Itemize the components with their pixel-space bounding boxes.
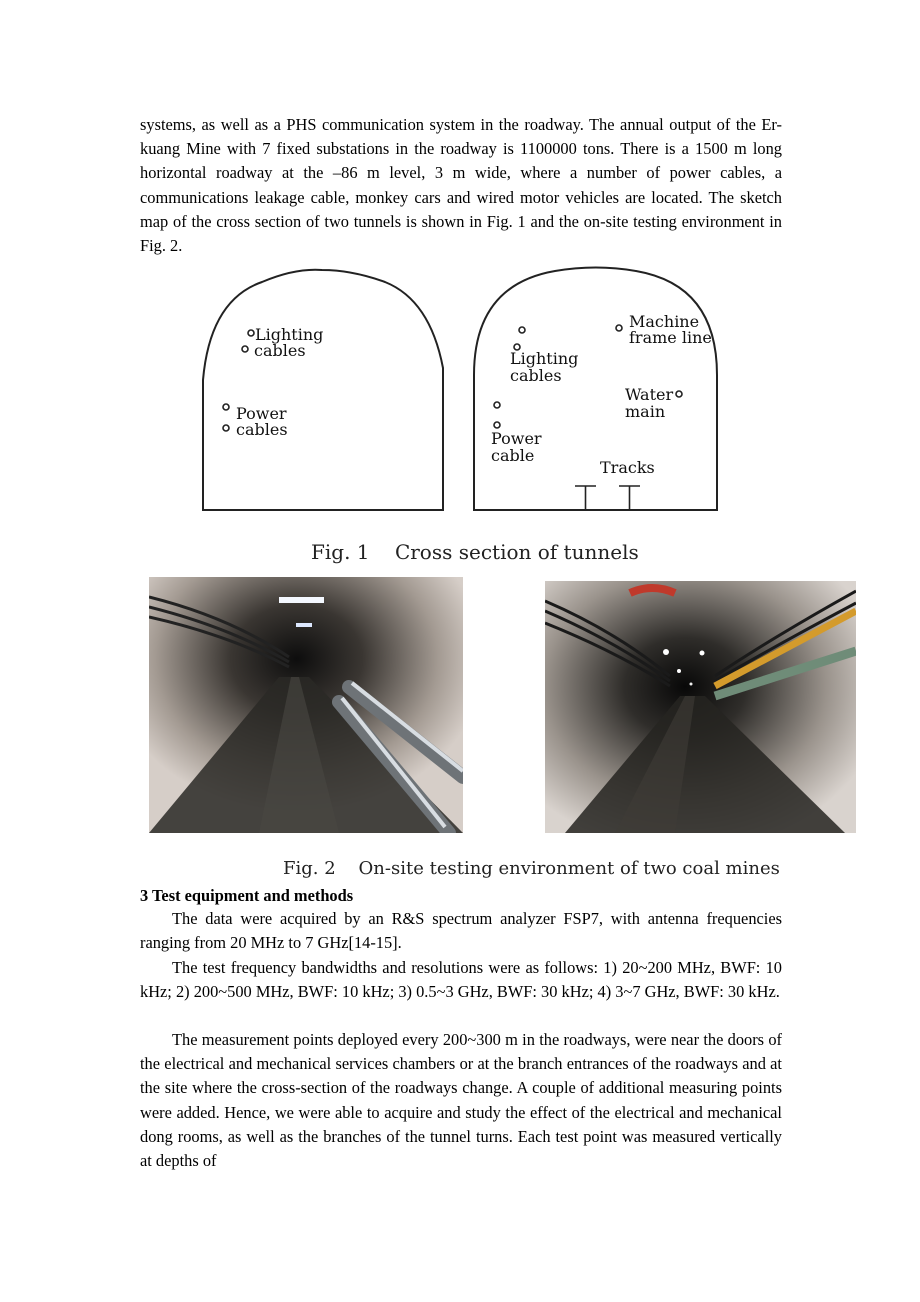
figure1-caption: Fig. 1 Cross section of tunnels [311, 540, 639, 564]
left-lighting-cable-dot-1 [248, 330, 254, 336]
right-machine-label-2: frame line [629, 328, 712, 347]
intro-paragraph: systems, as well as a PHS communication system in the roadway. The annual output of the Er-kuang Mine with 7 fixed substations in the roadway is 1100000 tons. There is a 1500 m long horizontal roadway at the –86 m level, 3 m wide, where a number of power cables, a communications leakage cable, monkey cars and wired motor vehicles are located. The sketch map of the cross section of two tunnels is shown in Fig. 1 and the on-site testing environment in Fig. 2. [140, 115, 782, 256]
right-power-label-1: Power [491, 429, 542, 448]
section-heading: 3 Test equipment and methods [140, 886, 354, 905]
right-water-label-1: Water [625, 385, 674, 404]
figure2-caption: Fig. 2 On-site testing environment of two coal mines [283, 858, 780, 879]
right-power-label-2: cable [491, 446, 535, 465]
right-water-main-dot [676, 391, 682, 397]
rail-left [575, 486, 596, 510]
right-lighting-cable-dot-1 [519, 327, 525, 333]
mine-photo-right [545, 581, 856, 833]
right-tracks-label: Tracks [600, 458, 655, 477]
paragraph-equipment: The data were acquired by an R&S spectrum analyzer FSP7, with antenna frequencies ranging from 20 MHz to 7 GHz[14-15]. [140, 909, 782, 953]
right-machine-label-1: Machine [629, 312, 700, 331]
left-lighting-label-1: Lighting [255, 325, 324, 344]
right-water-label-2: main [625, 402, 666, 421]
right-lighting-label-1: Lighting [510, 349, 579, 368]
left-tunnel-outline [203, 270, 443, 510]
mine-photo-left [149, 577, 463, 833]
right-machine-line-dot [616, 325, 622, 331]
left-power-label-1: Power [236, 404, 287, 423]
left-power-cable-dot-1 [223, 404, 229, 410]
paragraph-bandwidths: The test frequency bandwidths and resolutions were as follows: 1) 20~200 MHz, BWF: 10 kHz; 2) 200~500 MHz, BWF: 10 kHz; 3) 0.5~3 GHz, BWF: 30 kHz; 4) 3~7 GHz, BWF: 30 kHz. [140, 958, 782, 1002]
paragraph-measurement-points: The measurement points deployed every 200~300 m in the roadways, were near the doors of the electrical and mechanical services chambers or at the branch entrances of the roadways and at the site where the cross-section of the roadways change. A couple of additional measuring points were added. Hence, we were able to acquire and study the effect of the electrical and mechanical dong rooms, as well as the branches of the tunnel turns. Each test point was measured vertically at depths of [140, 1030, 782, 1171]
left-lighting-cable-dot-2 [242, 346, 248, 352]
right-power-cable-dot-2 [494, 422, 500, 428]
left-power-cable-dot-2 [223, 425, 229, 431]
right-tunnel-outline [474, 268, 717, 511]
figure1-diagram [0, 0, 920, 530]
left-power-label-2: cables [236, 420, 288, 439]
left-lighting-label-2: cables [254, 341, 306, 360]
right-lighting-label-2: cables [510, 366, 562, 385]
rail-right [619, 486, 640, 510]
right-power-cable-dot-1 [494, 402, 500, 408]
